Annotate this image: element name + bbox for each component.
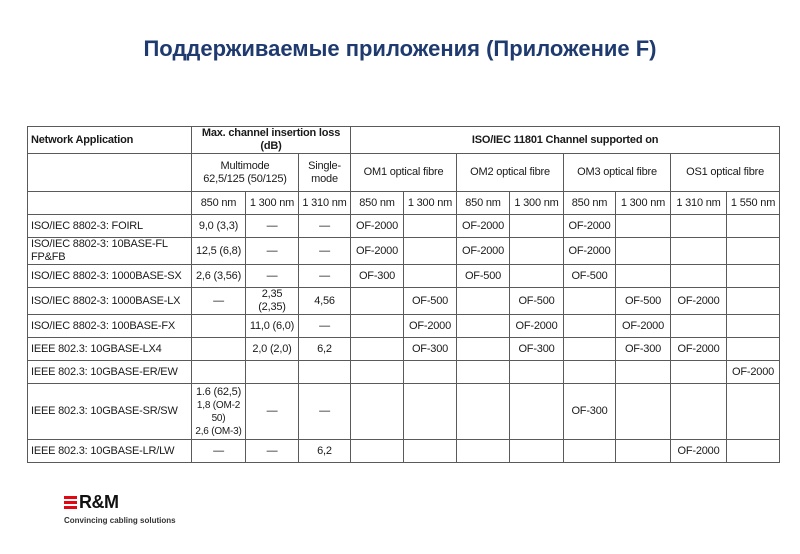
table-cell-mm850 (192, 338, 246, 361)
table-cell-os1-1550 (727, 315, 780, 338)
table-cell-om3-850: OF-300 (564, 384, 616, 440)
application-name: IEEE 802.3: 10GBASE-LX4 (28, 338, 192, 361)
table-cell-om2-1300 (510, 384, 564, 440)
loss-line: 1,8 (OM-2 50) (196, 399, 241, 424)
table-cell-mm1300: — (246, 265, 299, 288)
table-cell-om2-1300: OF-500 (510, 288, 564, 315)
table-cell-os1-1310 (671, 315, 727, 338)
table-cell-om2-850 (457, 338, 510, 361)
table-cell-mm1300: 2,0 (2,0) (246, 338, 299, 361)
table-cell-os1-1310 (671, 215, 727, 238)
wavelength-cell: 1 300 nm (246, 192, 299, 215)
applications-table-wrapper (27, 126, 779, 463)
table-cell-sm1310: — (299, 265, 351, 288)
wavelength-cell: 850 nm (192, 192, 246, 215)
table-cell-os1-1310 (671, 238, 727, 265)
header-max-loss: Max. channel insertion loss (dB) (192, 127, 351, 154)
table-cell-os1-1550 (727, 338, 780, 361)
table-cell-om3-1300: OF-300 (616, 338, 671, 361)
logo-brand: R&M (79, 492, 119, 512)
table-row (28, 338, 780, 361)
table-cell-sm1310: — (299, 238, 351, 265)
table-cell-om2-1300 (510, 238, 564, 265)
table-cell-mm850: 2,6 (3,56) (192, 265, 246, 288)
table-cell-mm850 (192, 315, 246, 338)
table-row (28, 265, 780, 288)
table-cell-om2-1300: OF-300 (510, 338, 564, 361)
page-title: Поддерживаемые приложения (Приложение F) (143, 36, 657, 61)
table-row (28, 440, 780, 463)
logo-tagline: Convincing cabling solutions (64, 516, 176, 525)
table-cell-os1-1550 (727, 440, 780, 463)
table-cell-om1-850 (351, 440, 404, 463)
table-cell-mm1300: 2,35 (2,35) (246, 288, 299, 315)
table-cell-om1-1300 (404, 361, 457, 384)
loss-line: 1.6 (62,5) (195, 385, 242, 398)
application-name: ISO/IEC 8802-3: 10BASE-FL FP&FB (28, 238, 192, 265)
header-iso-channel: ISO/IEC 11801 Channel supported on (351, 127, 780, 154)
table-cell-os1-1550: OF-2000 (727, 361, 780, 384)
table-cell-om1-850 (351, 384, 404, 440)
table-cell-os1-1310 (671, 384, 727, 440)
table-cell-om1-1300: OF-2000 (404, 315, 457, 338)
table-cell-om1-1300 (404, 384, 457, 440)
table-cell-sm1310 (299, 361, 351, 384)
table-row (28, 238, 780, 265)
table-cell-om3-1300 (616, 440, 671, 463)
wavelength-cell: 1 310 nm (671, 192, 727, 215)
table-cell-mm850: 9,0 (3,3) (192, 215, 246, 238)
table-cell-om2-1300 (510, 265, 564, 288)
application-name: IEEE 802.3: 10GBASE-SR/SW (28, 384, 192, 440)
header-network-application: Network Application (28, 127, 192, 154)
table-cell-om1-850 (351, 288, 404, 315)
table-row (28, 315, 780, 338)
header-blank (28, 154, 192, 192)
table-cell-mm850: 12,5 (6,8) (192, 238, 246, 265)
application-name: ISO/IEC 8802-3: 1000BASE-LX (28, 288, 192, 315)
application-name: IEEE 802.3: 10GBASE-ER/EW (28, 361, 192, 384)
table-cell-mm850 (192, 384, 246, 440)
table-cell-mm850: — (192, 288, 246, 315)
table-cell-om3-850 (564, 315, 616, 338)
table-cell-om3-1300 (616, 238, 671, 265)
application-name: ISO/IEC 8802-3: 1000BASE-SX (28, 265, 192, 288)
wavelength-cell: 1 550 nm (727, 192, 780, 215)
table-cell-om2-850 (457, 361, 510, 384)
table-cell-sm1310: — (299, 215, 351, 238)
table-cell-sm1310: — (299, 384, 351, 440)
header-os1: OS1 optical fibre (671, 154, 780, 192)
table-cell-om3-1300 (616, 265, 671, 288)
table-cell-om2-1300: OF-2000 (510, 315, 564, 338)
header-om2: OM2 optical fibre (457, 154, 564, 192)
table-cell-sm1310: 6,2 (299, 440, 351, 463)
application-name: ISO/IEC 8802-3: FOIRL (28, 215, 192, 238)
table-cell-os1-1550 (727, 215, 780, 238)
application-name: IEEE 802.3: 10GBASE-LR/LW (28, 440, 192, 463)
table-cell-om1-850 (351, 338, 404, 361)
table-cell-om1-850 (351, 315, 404, 338)
wavelength-cell: 1 300 nm (510, 192, 564, 215)
header-blank (28, 192, 192, 215)
table-cell-om1-1300 (404, 215, 457, 238)
header-multimode: Multimode 62,5/125 (50/125) (192, 154, 299, 192)
application-name: ISO/IEC 8802-3: 100BASE-FX (28, 315, 192, 338)
table-row (28, 288, 780, 315)
table-cell-mm850: — (192, 440, 246, 463)
table-cell-os1-1310: OF-2000 (671, 288, 727, 315)
table-cell-om3-1300 (616, 215, 671, 238)
table-cell-sm1310: 4,56 (299, 288, 351, 315)
table-cell-om3-850 (564, 361, 616, 384)
table-cell-om1-1300: OF-500 (404, 288, 457, 315)
table-cell-mm1300: — (246, 440, 299, 463)
table-cell-om2-1300 (510, 361, 564, 384)
table-cell-os1-1550 (727, 384, 780, 440)
wavelength-cell: 850 nm (564, 192, 616, 215)
table-cell-om2-1300 (510, 215, 564, 238)
table-cell-om2-1300 (510, 440, 564, 463)
table-cell-om2-850: OF-2000 (457, 238, 510, 265)
table-cell-om1-1300 (404, 440, 457, 463)
header-row-1 (28, 127, 780, 154)
table-cell-om3-1300: OF-500 (616, 288, 671, 315)
wavelength-cell: 850 nm (351, 192, 404, 215)
table-cell-om3-850 (564, 288, 616, 315)
table-cell-om1-1300: OF-300 (404, 338, 457, 361)
table-cell-om3-850: OF-500 (564, 265, 616, 288)
table-cell-os1-1550 (727, 265, 780, 288)
table-cell-mm1300 (246, 361, 299, 384)
logo-mark (64, 492, 176, 513)
table-cell-om1-850: OF-2000 (351, 215, 404, 238)
table-cell-om2-850 (457, 288, 510, 315)
table-cell-om3-1300: OF-2000 (616, 315, 671, 338)
table-row (28, 361, 780, 384)
header-row-2 (28, 154, 780, 192)
table-cell-om1-850: OF-300 (351, 265, 404, 288)
header-row-wavelengths (28, 192, 780, 215)
table-cell-om1-1300 (404, 238, 457, 265)
table-cell-om3-850 (564, 338, 616, 361)
table-cell-sm1310: — (299, 315, 351, 338)
table-cell-os1-1310 (671, 361, 727, 384)
table-cell-os1-1310: OF-2000 (671, 338, 727, 361)
table-cell-om3-850: OF-2000 (564, 238, 616, 265)
applications-table (27, 126, 780, 463)
table-cell-om2-850: OF-2000 (457, 215, 510, 238)
wavelength-cell: 1 300 nm (616, 192, 671, 215)
table-cell-om2-850 (457, 440, 510, 463)
table-row (28, 215, 780, 238)
table-cell-mm850 (192, 361, 246, 384)
table-cell-os1-1550 (727, 238, 780, 265)
table-cell-mm1300: — (246, 215, 299, 238)
table-cell-sm1310: 6,2 (299, 338, 351, 361)
table-cell-os1-1550 (727, 288, 780, 315)
table-cell-mm1300: 11,0 (6,0) (246, 315, 299, 338)
table-cell-om2-850 (457, 315, 510, 338)
table-cell-om1-850: OF-2000 (351, 238, 404, 265)
table-cell-mm1300: — (246, 384, 299, 440)
table-cell-om2-850 (457, 384, 510, 440)
header-singlemode: Single- mode (299, 154, 351, 192)
wavelength-cell: 1 300 nm (404, 192, 457, 215)
table-cell-om3-850: OF-2000 (564, 215, 616, 238)
table-cell-mm1300: — (246, 238, 299, 265)
table-cell-om3-1300 (616, 384, 671, 440)
wavelength-cell: 850 nm (457, 192, 510, 215)
loss-line: 2,6 (OM-3) (195, 425, 242, 437)
logo-bars-icon (64, 496, 77, 509)
table-cell-om3-1300 (616, 361, 671, 384)
table-row (28, 384, 780, 440)
wavelength-cell: 1 310 nm (299, 192, 351, 215)
table-cell-om3-850 (564, 440, 616, 463)
table-cell-os1-1310 (671, 265, 727, 288)
table-cell-os1-1310: OF-2000 (671, 440, 727, 463)
header-om3: OM3 optical fibre (564, 154, 671, 192)
table-cell-om1-850 (351, 361, 404, 384)
table-cell-om1-1300 (404, 265, 457, 288)
rm-logo (64, 492, 176, 525)
table-cell-om2-850: OF-500 (457, 265, 510, 288)
header-om1: OM1 optical fibre (351, 154, 457, 192)
